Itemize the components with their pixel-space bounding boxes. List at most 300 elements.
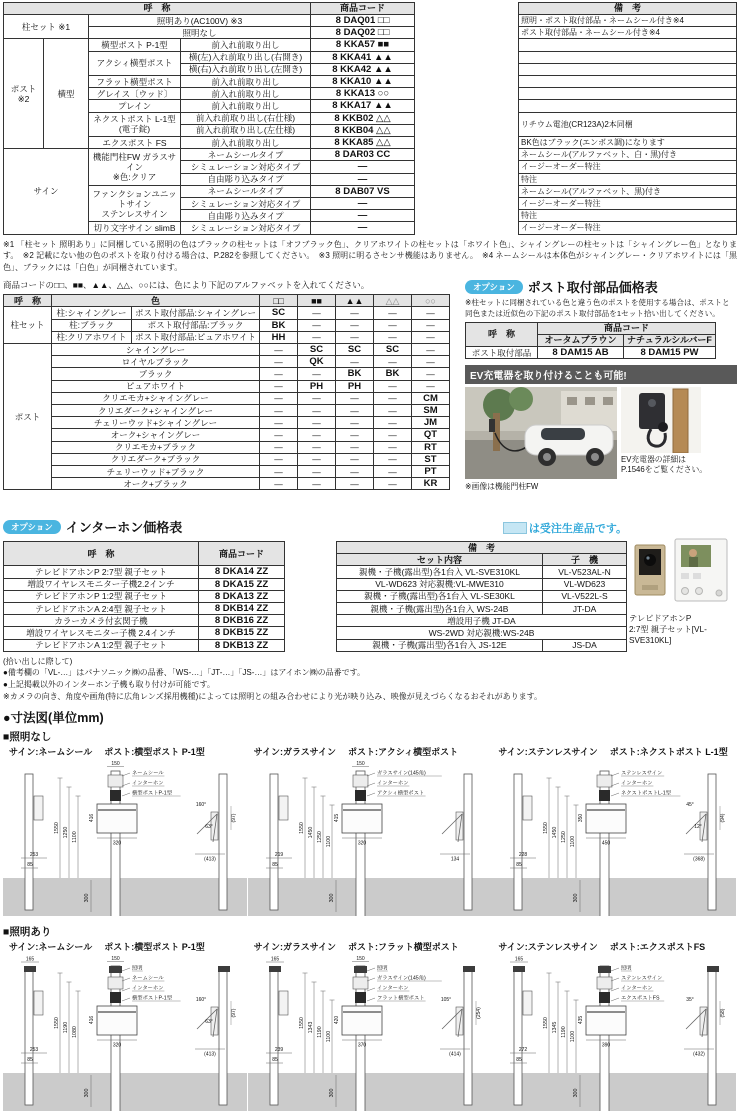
cell: ST [412,453,450,465]
ground-depth-label: 300 [328,1088,335,1098]
cell: シャイングレー [52,344,260,356]
cell: 8 KKA85 △△ [311,137,415,149]
cell: — [412,319,450,331]
post-box [586,1006,626,1035]
cell: テレビドアホンP 1:2型 親子セット [4,590,199,602]
cell: 8 DKA14 ZZ [199,566,285,578]
light-fixture [269,966,281,972]
top-width-dim: 150 [111,761,120,768]
table-row [4,39,737,51]
callout-label: ステンレスサイン [621,975,663,982]
callout-label: インターホン [376,985,409,992]
callout-label: 横型ポストP-1型 [132,790,173,797]
angle-label: 63° [205,1019,213,1026]
diagram-post-label: ポスト:横型ポスト P-1型 [104,942,205,953]
attachment-parts-block [465,277,737,492]
ev-car-photo [465,387,617,479]
cell: 自由彫り込みタイプ [181,210,311,222]
table-row [4,15,737,27]
cell: SC [374,344,412,356]
cell: ポスト取付部品・ネームシール付き※4 [519,27,737,39]
height-dim: 1190 [316,1026,323,1038]
cell: VL-WD623 [543,578,627,590]
side-dim: (58) [720,1008,727,1018]
cell: 切り文字サイン slimB [89,222,181,234]
cell: 前入れ前取り出し(左仕様) [181,124,311,136]
cell: — [374,392,412,404]
cell: — [311,222,415,234]
spacer-cell [415,51,519,63]
cell [519,63,737,75]
left-sign [279,796,288,820]
cell: ネームシール(アルファベット、黒)付き [519,185,737,197]
left-width-dim: 219 [274,852,283,859]
table-row [4,137,737,149]
cell: 前入れ前取り出し [181,137,311,149]
light-width-dim: 165 [25,956,35,963]
table-row [4,453,450,465]
cell: フラット横型ポスト [89,76,181,88]
callout-label: エクスポストFS [621,995,660,1002]
dimension-diagram [248,758,492,916]
header-cell: ナチュラルシルバーF [624,334,716,346]
diagram-post-label: ポスト:エクスポストFS [609,942,706,953]
side-dim: (94) [720,813,727,823]
callout-label: インターホン [376,780,409,787]
cell: 8 DAQ01 □□ [311,15,415,27]
height-dim: 1450 [307,826,314,839]
spacer-cell [285,627,337,639]
right-post [219,774,227,910]
header-cell: ■■ [298,295,336,307]
cell: リチウム電池(CR123A)2本同梱 [519,112,737,136]
leader-line [122,968,130,971]
sign-plate [353,775,368,787]
cell: 前入れ前取り出し [181,88,311,100]
cell: 横(右)入れ前取り出し(左開き) [181,63,311,75]
cell: 横型ポスト P-1型 [89,39,181,51]
cell: 前入れ前取り出し(右仕様) [181,112,311,124]
cell: プレイン [89,100,181,112]
height-dim: 1100 [72,831,79,843]
cell: — [336,417,374,429]
left-offset-dim: 85 [271,1057,278,1064]
cell: ファンクションユニットサイン ステンレスサイン [89,185,181,222]
diagram-sign-label: サイン:ガラスサイン [253,942,336,953]
box-height-dim: 416 [89,1016,95,1025]
spacer-cell [415,185,519,197]
ground-depth-label: 300 [328,893,335,903]
spacer-cell [415,112,519,124]
cell: BK [260,319,298,331]
spacer-cell [415,76,519,88]
cell: — [412,331,450,343]
ground [248,878,492,916]
table-row [4,76,737,88]
angle-label: 12° [694,824,703,831]
left-sign [34,796,43,820]
spacer-cell [415,27,519,39]
ground-depth-label: 300 [84,1088,90,1098]
light-fixture [24,966,36,972]
table-row [4,222,737,234]
table-row [4,331,450,343]
cell: BK [336,368,374,380]
flap-width-dim: 134 [450,856,459,863]
table-row [4,295,450,307]
cell: — [298,307,336,319]
cell: — [298,453,336,465]
cell [519,100,737,112]
left-post [270,774,278,910]
spacer-cell [285,603,337,615]
color-code-intro: 商品コードの□□、■■、▲▲、△△、○○には、色により下記のアルファベットを入れてください。 [3,280,370,291]
height-dim: 1345 [552,1021,559,1034]
cell: PH [336,380,374,392]
cell: JS-DA [543,639,627,651]
table-row [4,615,627,627]
cell: 8 DKA15 ZZ [199,578,285,590]
spacer-cell [415,149,519,161]
group-no-light-label: ■照明なし [3,731,52,744]
header-cell: 呼 称 [4,3,311,15]
cell: 8 DAM15 AB [538,346,624,358]
cell: クリエダーク+ブラック [52,453,260,465]
cell: — [298,466,336,478]
cell: VL-V523AL-N [543,566,627,578]
table-row [4,566,627,578]
intercom-price-table [3,541,627,651]
dimensions-section [3,708,737,1116]
cell: — [260,417,298,429]
dimension-diagram [492,953,736,1111]
cell: — [260,478,298,490]
table-row [4,405,450,417]
cell: ポスト ※2 [4,39,44,149]
post-box [342,804,382,833]
cell: — [336,429,374,441]
diagram-box [492,940,737,1116]
callout-label: 照明 [132,965,143,972]
light-width-dim: 165 [270,956,279,963]
height-dim: 1550 [543,1017,550,1030]
cell: 8 KKA10 ▲▲ [311,76,415,88]
cell: — [336,453,374,465]
cell: 8 DAM15 PW [624,346,716,358]
attachment-parts-title: ポスト取付部品価格表 [527,280,658,296]
cell: — [336,441,374,453]
spacer-cell [415,15,519,27]
caption-line2: 2:7型 親子セット[VL-SVE310KL] [629,625,707,645]
cell: ネームシールタイプ [181,149,311,161]
cell: カラーカメラ付玄関子機 [4,615,199,627]
height-dim: 1550 [298,1017,305,1030]
cell: オーク+シャイングレー [52,429,260,441]
attachment-parts-table [465,322,716,359]
left-post [25,774,33,910]
callout-label: フラット横型ポスト [376,995,425,1002]
cell [519,76,737,88]
height-dim: 1550 [543,822,550,835]
spacer-cell [285,590,337,602]
cell: — [374,478,412,490]
cell: 8 DKA13 ZZ [199,590,285,602]
cell: — [311,210,415,222]
cell: — [298,331,336,343]
callout-label: 照明 [376,965,388,972]
cell: 柱セット ※1 [4,15,89,39]
left-offset-dim: 85 [516,862,523,869]
cell: — [336,356,374,368]
cell: SC [336,344,374,356]
cell: テレビドアホンA 1:2型 親子セット [4,639,199,651]
cell: — [298,368,336,380]
cell: — [311,198,415,210]
cell: — [311,161,415,173]
cell: 照明・ポスト取付部品・ネームシール付き※4 [519,15,737,27]
cell: ブラック [52,368,260,380]
table-row [4,356,450,368]
leader-line [367,793,375,796]
angle-label: 63° [205,824,213,831]
spacer-cell [415,210,519,222]
ev-detail-line2: P.1546をご覧ください。 [621,465,708,475]
cell: — [374,356,412,368]
callout-label: ネクストポストL-1型 [621,790,672,797]
left-width-dim: 272 [519,1047,528,1054]
cell: QK [298,356,336,368]
intercom-unit [355,790,366,801]
post-box [97,804,137,833]
table-row [466,322,716,334]
sign-plate [597,977,612,989]
leader-line [611,968,619,971]
intercom-unit [110,790,121,801]
height-dim: 1080 [72,1026,79,1039]
diagram-box [248,940,493,1116]
cell: グレイス〔ウッド〕 [89,88,181,100]
cell: BK [374,368,412,380]
table-row [4,368,450,380]
box-width-dim: 370 [357,1042,366,1049]
left-offset-dim: 85 [27,1057,33,1064]
cell: — [260,429,298,441]
callout-label: インターホン [621,985,653,992]
dimension-diagram [3,953,247,1111]
cell: 機能門柱FW ガラスサイン ※色:クリア [89,149,181,186]
header-cell: 商品コード [538,322,716,334]
cell: 8 DAR03 CC [311,149,415,161]
top-width-dim: 150 [356,956,365,963]
ground-depth-label: 300 [573,1088,580,1098]
table-row [4,417,450,429]
cell: 親機・子機(露出型)各1台入 VL-SE30KL [337,590,543,602]
cell: — [374,429,412,441]
cell: テレビドアホンA 2:4型 親子セット [4,603,199,615]
leader-line [367,968,375,971]
cell: シミュレーション対応タイプ [181,222,311,234]
height-dim: 1190 [561,1026,568,1038]
callout-label: 横型ポストP-1型 [132,995,173,1002]
height-dim: 1250 [63,826,70,839]
cell: — [298,441,336,453]
cell: 親機・子機(露出型)各1台入 JS-12E [337,639,543,651]
table-row [4,627,627,639]
cell: エクスポスト FS [89,137,181,149]
callout-label: ガラスサイン(145角) [376,770,426,777]
cell: 増設ワイヤレスモニター子機 2.4インチ [4,627,199,639]
intercom-title: インターホン価格表 [65,520,183,536]
height-dim: 1100 [325,836,332,848]
cell: 照明あり(AC100V) ※3 [89,15,311,27]
caption-line1: テレビドアホンP [629,614,692,624]
cell: 8 KKB02 △△ [311,112,415,124]
table-row [4,441,450,453]
light-fixture [109,966,122,973]
diagram-title [492,745,737,758]
cell: シミュレーション対応タイプ [181,198,311,210]
diagram-row-with-light [3,940,737,1116]
ev-photo-note: ※画像は機能門柱FW [465,482,539,492]
table-row [4,478,450,490]
cell: — [336,466,374,478]
cell: — [260,356,298,368]
cell: — [336,405,374,417]
cell: オーク+ブラック [52,478,260,490]
ev-detail-line1: EV充電器の詳細は [621,455,686,465]
cell: 8 KKA42 ▲▲ [311,63,415,75]
cell: イージーオーダー特注 [519,198,737,210]
intercom-block [3,541,737,651]
ground-depth-label: 300 [573,893,580,903]
option-badge: オプション [465,280,523,294]
cell: — [260,344,298,356]
cell: クリエモカ+ブラック [52,441,260,453]
cell: 8 KKB04 △△ [311,124,415,136]
header-cell: □□ [260,295,298,307]
cell: — [412,380,450,392]
cell: 照明なし [89,27,311,39]
height-dim: 1250 [316,831,323,844]
angle-label: 105° [440,997,451,1004]
light-fixture [513,966,525,972]
cell: SC [298,344,336,356]
box-height-dim: 350 [578,814,585,823]
table-row [4,100,737,112]
leader-line [611,793,619,796]
diagram-box [3,745,248,921]
intercom-note-1: ●備考欄の「VL-…」はパナソニック㈱の品番、「WS-…」「JT-…」「JS-…」はアイホン㈱の品番です。 [3,668,366,678]
leader-line [611,998,619,1001]
height-dim: 1100 [325,1031,332,1043]
sign-plate [353,977,368,989]
header-cell: 商品コード [311,3,415,15]
ev-charger-photo [621,387,701,453]
spacer-cell [415,3,519,15]
height-dim: 1550 [54,822,61,835]
cell: 8 DKB15 ZZ [199,627,285,639]
cell: 親機・子機(露出型)各1台入 WS-24B [337,603,543,615]
cell: 前入れ前取り出し [181,76,311,88]
cell: 増設ワイヤレスモニター子機2.2インチ [4,578,199,590]
cell: — [374,453,412,465]
cell: ネクストポスト L-1型 (電子錠) [89,112,181,136]
table-row [4,392,450,404]
left-post [270,969,278,1105]
cell: イージーオーダー特注 [519,222,737,234]
cell: 8 DKB14 ZZ [199,603,285,615]
cell: 柱:シャイングレー [52,307,132,319]
cell: 自由彫り込みタイプ [181,173,311,185]
flap-width-dim: (414) [448,1051,461,1058]
cell: ロイヤルブラック [52,356,260,368]
cell: — [311,173,415,185]
callout-label: ガラスサイン(145角) [376,975,426,982]
cell: クリエモカ+シャイングレー [52,392,260,404]
cell: — [298,392,336,404]
ev-charger-banner: EV充電器を取り付けることも可能! [465,365,737,384]
cell: VL-V522L-S [543,590,627,602]
cell: シミュレーション対応タイプ [181,161,311,173]
made-to-order-text: は受注生産品です。 [528,522,627,535]
side-dim: (97) [231,813,237,823]
angle-label: 160° [195,802,207,809]
left-post [514,774,522,910]
table-row [4,112,737,124]
post-box [342,1006,382,1035]
spacer-cell [415,124,519,136]
cell: 特注 [519,173,737,185]
intercom-note-2: ●上記掲載以外のインターホン子機も取り付けが可能です。 [3,680,215,690]
header-cell: 備 考 [519,3,737,15]
cell: — [260,380,298,392]
box-width-dim: 320 [357,840,366,847]
callout-label: インターホン [132,985,164,992]
cell: — [260,392,298,404]
cell: ピュアホワイト [52,380,260,392]
diagram-title [492,940,737,953]
cell: — [260,368,298,380]
angle-label: 160° [195,997,207,1004]
product-code-table [3,2,737,235]
callout-label: ステンレスサイン [621,770,663,777]
sign-plate [597,775,612,787]
cell: — [260,453,298,465]
header-cell: セット内容 [337,554,543,566]
intercom-unit [599,790,610,801]
spacer-cell [285,615,337,627]
cell: — [298,405,336,417]
spacer-cell [415,173,519,185]
cell: — [298,429,336,441]
header-cell: 商品コード [199,542,285,566]
box-width-dim: 320 [112,1042,122,1049]
middle-region [3,279,737,509]
cell: PT [412,466,450,478]
group-with-light-label: ■照明あり [3,926,52,939]
color-code-table [3,294,450,490]
left-sign [279,991,288,1015]
cell: ポスト [4,344,52,490]
light-fixture [354,966,367,973]
spacer-cell [415,88,519,100]
table-row [4,380,450,392]
box-height-dim: 435 [578,1016,585,1025]
flap-width-dim: (413) [204,1051,216,1058]
cell: QT [412,429,450,441]
ground [492,878,736,916]
callout-label: ネームシール [132,770,164,777]
